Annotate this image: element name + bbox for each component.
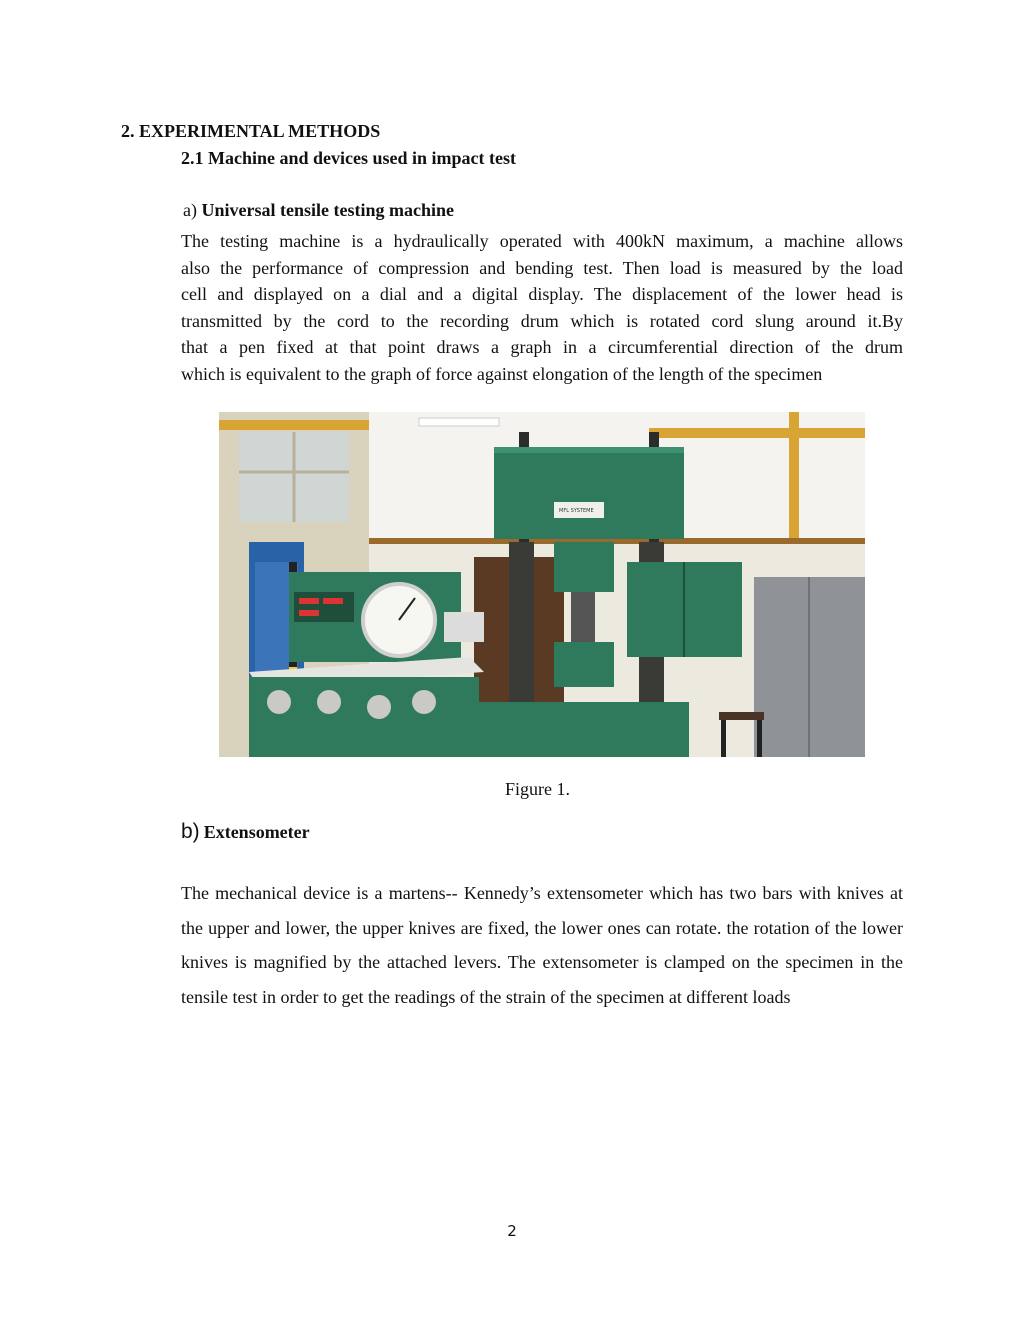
figure-caption: Figure 1. (505, 779, 570, 799)
page-number: 2 (507, 1222, 517, 1240)
item-a-title: Universal tensile testing machine (201, 200, 454, 220)
paragraph-line: which is equivalent to the graph of force against elongation of the length of the specimen (181, 363, 823, 384)
item-b-marker: b) (181, 820, 200, 843)
item-a-paragraph (181, 228, 903, 387)
section-heading: 2. EXPERIMENTAL METHODS (121, 121, 381, 141)
testing-machine-illustration (219, 412, 865, 757)
subsection-heading: 2.1 Machine and devices used in impact test (181, 148, 516, 168)
paragraph-line: transmitted by the cord to the recording drum which is rotated cord slung around it.By (181, 310, 903, 331)
item-a-heading (183, 200, 454, 221)
paragraph-line: The testing machine is a hydraulically operated with 400kN maximum, a machine allows (181, 231, 903, 251)
machine-label: MFL SYSTEME (559, 508, 594, 514)
figure-photo (219, 412, 865, 757)
item-a-marker: a) (183, 200, 197, 220)
paragraph-line: also the performance of compression and bending test. Then load is measured by the load (181, 257, 903, 278)
paragraph-line: that a pen fixed at that point draws a graph in a circumferential direction of the drum (181, 337, 903, 357)
item-b-paragraph: The mechanical device is a martens-- Kennedy’s extensometer which has two bars with knives at the upper and lower, the upper knives are fixed, the lower ones can rotate. the rotation of the lower knives is magnified by the attached levers. The extensometer is clamped on the specimen in the tensile test in order to get the readings of the strain of the specimen at different loads (181, 883, 903, 1007)
item-b-heading (181, 820, 310, 844)
item-b-title: Extensometer (203, 822, 310, 842)
paragraph-line: cell and displayed on a dial and a digital display. The displacement of the lower head is (181, 284, 903, 304)
